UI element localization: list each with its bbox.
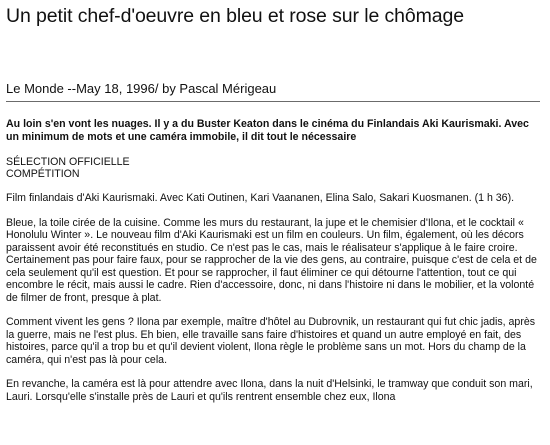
article-lede: Au loin s'en vont les nuages. Il y a du Buster Keaton dans le cinéma du Finlandais Aki Kaurismaki. Avec un minimum de mots et une caméra immobile, il dit tout le nécessaire (6, 118, 529, 143)
section-heading-line-2: COMPÉTITION (6, 168, 80, 180)
article-byline: Le Monde --May 18, 1996/ by Pascal Mérigeau (6, 81, 277, 96)
article-headline: Un petit chef-d'oeuvre en bleu et rose sur le chômage (6, 5, 465, 27)
body-paragraph-3: En revanche, la caméra est là pour attendre avec Ilona, dans la nuit d'Helsinki, le tramway que conduit son mari, Lauri. Lorsqu'elle s'installe près de Lauri et qu'ils rentrent ensemble chez eux, Ilona (6, 378, 533, 403)
article (6, 0, 548, 403)
body-paragraph-1: Bleue, la toile cirée de la cuisine. Comme les murs du restaurant, la jupe et le chemisier d'Ilona, et le cocktail « Honolulu Winter ». Le nouveau film d'Aki Kaurismaki est un film en couleurs. Un film, également, où les décors paraissent avoir été reconstitués en studio. Ce n'est pas le cas, mais le réalisateur s'applique à le faire croire. Certainement pas pour faire faux, pour se rapprocher de la vie des gens, au contraire, puisque c'est de cela et de cela seulement qu'il est question. Et pour se rapprocher, il faut éliminer ce qui détourne l'attention, tout ce qui encombre le récit, mais aussi le cadre. Rien d'accessoire, donc, ni dans l'histoire ni dans le mobilier, et la volonté de filmer de front, presque à plat. (6, 216, 537, 304)
film-credits: Film finlandais d'Aki Kaurismaki. Avec Kati Outinen, Kari Vaananen, Elina Salo, Sakari Kuosmanen. (1 h 36). (6, 192, 515, 204)
byline-divider (6, 101, 540, 102)
body-paragraph-2: Comment vivent les gens ? Ilona par exemple, maître d'hôtel au Dubrovnik, un restaurant qui fut chic jadis, après la guerre, mais ne l'est plus. Eh bien, elle travaille sans faire d'histoires et quand un autre employé en fait, des histoires, parce qu'il a trop bu et qu'il devient violent, Ilona règle le problème sans un mot. Hors du champ de la caméra, qui n'est pas là pour cela. (6, 316, 536, 366)
section-heading (6, 156, 548, 180)
section-heading-line-1: SÉLECTION OFFICIELLE (6, 156, 130, 168)
